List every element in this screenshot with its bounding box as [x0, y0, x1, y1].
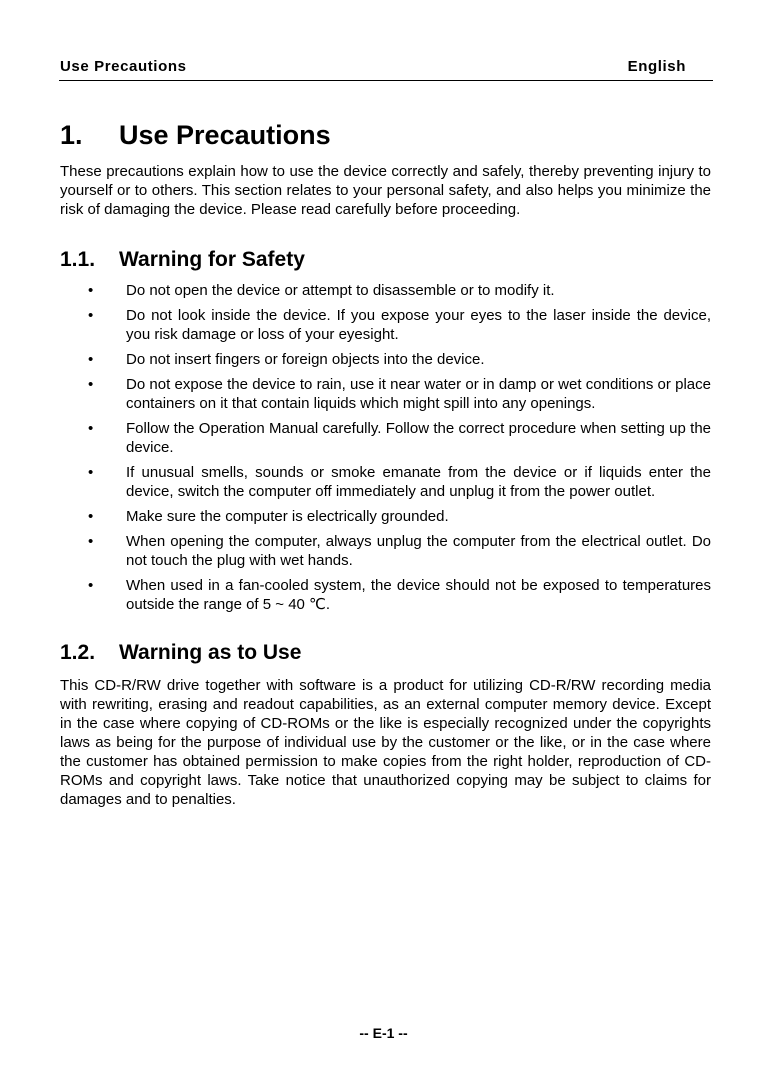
- bullet-icon: •: [88, 376, 94, 393]
- section-1-number: 1.: [60, 120, 83, 150]
- header-section-title: Use Precautions: [60, 58, 187, 75]
- header-language: English: [627, 58, 686, 75]
- list-item: [60, 375, 711, 413]
- safety-warning-list: [60, 281, 711, 614]
- page-header: [59, 58, 713, 81]
- list-item: [60, 507, 711, 526]
- section-1-2-heading: [60, 636, 711, 670]
- list-item: [60, 281, 711, 300]
- section-1-heading: [60, 112, 711, 158]
- bullet-icon: •: [88, 464, 94, 481]
- list-item-text: Follow the Operation Manual carefully. Follow the correct procedure when setting up the device.: [126, 420, 711, 456]
- section-1-1-title: Warning for Safety: [119, 248, 305, 271]
- section-1-1-heading: [60, 243, 711, 277]
- list-item-text: Do not insert fingers or foreign objects into the device.: [126, 351, 485, 368]
- section-1-intro: These precautions explain how to use the device correctly and safely, thereby preventing injury to yourself or to others. This section relates to your personal safety, and also helps you minimize the risk of damaging the device. Please read carefully before proceeding.: [60, 163, 711, 218]
- list-item-text: When opening the computer, always unplug the computer from the electrical outlet. Do not touch the plug with wet hands.: [126, 533, 711, 569]
- bullet-icon: •: [88, 282, 94, 299]
- list-item-text: If unusual smells, sounds or smoke emanate from the device or if liquids enter the device, switch the computer off immediately and unplug it from the power outlet.: [126, 464, 711, 500]
- list-item-text: When used in a fan-cooled system, the device should not be exposed to temperatures outside the range of 5 ~ 40 ℃.: [126, 577, 711, 613]
- list-item: [60, 576, 711, 614]
- main-content: [60, 112, 711, 809]
- list-item: [60, 419, 711, 457]
- list-item-text: Do not look inside the device. If you expose your eyes to the laser inside the device, you risk damage or loss of your eyesight.: [126, 307, 711, 343]
- section-1-2-number: 1.2.: [60, 641, 96, 664]
- bullet-icon: •: [88, 351, 94, 368]
- list-item-text: Do not expose the device to rain, use it near water or in damp or wet conditions or place containers on it that contain liquids which might spill into any openings.: [126, 376, 711, 412]
- bullet-icon: •: [88, 307, 94, 324]
- list-item-text: Do not open the device or attempt to disassemble or to modify it.: [126, 282, 555, 299]
- bullet-icon: •: [88, 508, 94, 525]
- list-item-text: Make sure the computer is electrically grounded.: [126, 508, 449, 525]
- section-1-title: Use Precautions: [119, 120, 331, 150]
- list-item: [60, 463, 711, 501]
- list-item: [60, 532, 711, 570]
- list-item: [60, 350, 711, 369]
- bullet-icon: •: [88, 577, 94, 594]
- page-number: -- E-1 --: [359, 1025, 408, 1041]
- bullet-icon: •: [88, 533, 94, 550]
- list-item: [60, 306, 711, 344]
- section-1-2-title: Warning as to Use: [119, 641, 302, 664]
- section-1-1-number: 1.1.: [60, 248, 96, 271]
- section-1-2-text: This CD-R/RW drive together with software is a product for utilizing CD-R/RW recording media with rewriting, erasing and readout capabilities, as an external computer memory device. Except in the case where copying of CD-ROMs or the like is especially recognized under the copyrights laws as being for the purpose of individual use by the customer or the like, or in the case where the customer has obtained permission to make copies from the right holder, reproduction of CD-ROMs and copyright laws. Take notice that unauthorized copying may be subject to claims for damages and to penalties.: [60, 677, 711, 808]
- bullet-icon: •: [88, 420, 94, 437]
